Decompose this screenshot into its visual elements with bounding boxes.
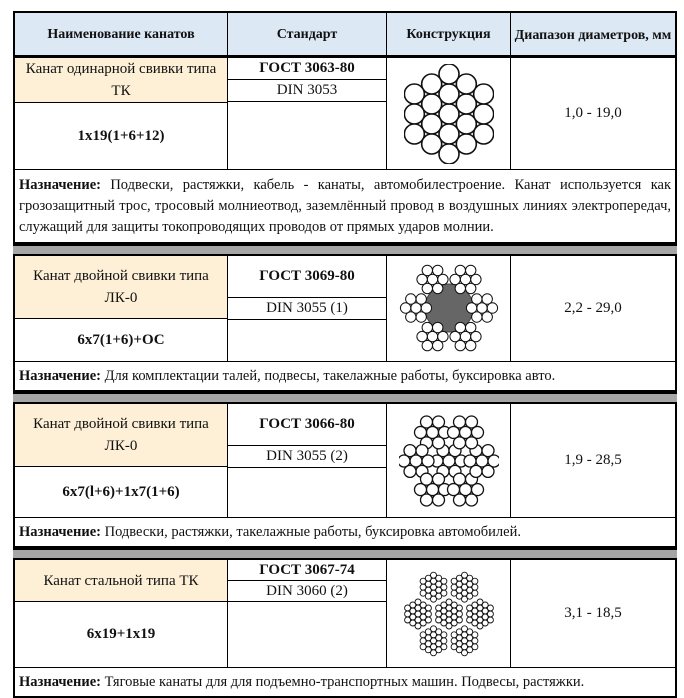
purpose-label: Назначение: xyxy=(19,674,101,690)
rope-name: Канат стальной типа ТК xyxy=(15,560,227,602)
standard-cell xyxy=(228,58,387,169)
wire-circle xyxy=(404,605,410,611)
wire-circle xyxy=(432,493,444,505)
wire-circle xyxy=(420,602,426,608)
wire-circle xyxy=(451,578,457,584)
din-standard: DIN 3055 (2) xyxy=(228,446,386,468)
wire-circle xyxy=(465,416,477,428)
rope-construction: 6x19+1x19 xyxy=(86,626,156,642)
purpose-text: Подвески, растяжки, кабель - канаты, автомобилестроение. Канат используется как грозозащитный трос, тросовый молниеотвод, заземлённый провод в воздушных линиях электропередач, служащий для защиты токопроводящих проводов от прямых ударов молнии. xyxy=(19,177,671,235)
wire-circle xyxy=(425,611,431,617)
gost-standard: ГОСТ 3063-80 xyxy=(228,58,386,80)
diameter-range: 3,1 - 18,5 xyxy=(564,605,622,621)
seven-strand-19-wire-icon xyxy=(399,564,499,664)
wire-circle xyxy=(466,628,472,634)
diameter-range: 2,2 - 29,0 xyxy=(564,300,622,316)
gost-standard: ГОСТ 3069-80 xyxy=(228,256,386,298)
wire-circle xyxy=(455,322,465,332)
rope-name: Канат одинарной свивки типа ТК xyxy=(15,58,227,103)
construction-diagram-cell xyxy=(387,256,511,361)
standard-cell xyxy=(228,256,387,361)
diameter-range: 1,9 - 28,5 xyxy=(564,452,622,468)
wire-circle xyxy=(404,84,424,104)
wire-circle xyxy=(456,611,462,617)
wire-circle xyxy=(420,584,426,590)
wire-circle xyxy=(487,611,493,617)
single-strand-19-wire-icon xyxy=(404,64,494,164)
blank-cell xyxy=(228,320,386,361)
wire-circle xyxy=(420,578,426,584)
rope-table-frame xyxy=(13,256,677,392)
din-standard: DIN 3053 xyxy=(228,80,386,102)
wire-circle xyxy=(466,605,472,611)
row-separator xyxy=(13,392,677,404)
wire-circle xyxy=(420,631,426,637)
din-standard: DIN 3060 (2) xyxy=(228,581,386,602)
wire-circle xyxy=(420,416,432,428)
wire-circle xyxy=(465,322,475,332)
six-strand-organic-core-icon xyxy=(399,261,499,356)
purpose-label: Назначение: xyxy=(19,368,101,384)
rope-name-cell xyxy=(15,58,228,169)
wire-circle xyxy=(465,283,475,293)
rope-construction: 6x7(1+6)+ОС xyxy=(77,331,165,348)
wire-circle xyxy=(456,74,476,94)
wire-circle xyxy=(440,590,446,596)
wire-circle xyxy=(482,312,492,322)
wire-circle xyxy=(405,294,415,304)
wire-circle xyxy=(471,584,477,590)
rope-construction: 1x19(1+6+12) xyxy=(77,127,165,144)
wire-circle xyxy=(471,294,481,304)
purpose-text: Тяговые канаты для для подъемно-транспортных машин. Подвесы, растяжки. xyxy=(104,674,585,690)
rope-row-3 xyxy=(15,404,675,517)
wire-circle xyxy=(465,493,477,505)
gost-standard: ГОСТ 3066-80 xyxy=(228,404,386,446)
wire-circle xyxy=(466,611,472,617)
wire-circle xyxy=(482,465,494,477)
wire-circle xyxy=(432,283,442,293)
wire-circle xyxy=(465,340,475,350)
header-name: Наименование канатов xyxy=(15,13,228,55)
wire-circle xyxy=(440,637,446,643)
rope-table-frame xyxy=(13,404,677,548)
header-range: Диапазон диаметров, мм xyxy=(514,27,672,43)
wire-circle xyxy=(440,643,446,649)
rope-name-cell xyxy=(15,404,228,517)
wire-circle xyxy=(451,631,457,637)
din-standard: DIN 3055 (1) xyxy=(228,298,386,320)
wire-circle xyxy=(451,602,457,608)
wire-circle xyxy=(432,473,444,485)
wire-circle xyxy=(471,643,477,649)
rope-construction: 6x7(l+6)+1x7(1+6) xyxy=(62,483,180,500)
wire-circle xyxy=(435,605,441,611)
wire-circle xyxy=(416,312,426,322)
wire-circle xyxy=(482,602,488,608)
gost-standard: ГОСТ 3067-74 xyxy=(228,560,386,581)
rope-purpose xyxy=(15,361,675,390)
wire-circle xyxy=(471,637,477,643)
standard-cell xyxy=(228,560,387,667)
wire-circle xyxy=(455,265,465,275)
wire-circle xyxy=(482,294,492,304)
wire-circle xyxy=(404,611,410,617)
rope-purpose xyxy=(15,667,675,696)
table-header xyxy=(15,13,675,58)
diameter-range: 1,0 - 19,0 xyxy=(564,105,622,121)
wire-circle xyxy=(453,416,465,428)
wire-circle xyxy=(416,294,426,304)
wire-circle xyxy=(465,436,477,448)
standard-cell xyxy=(228,404,387,517)
rope-name: Канат двойной свивки типа ЛК-0 xyxy=(15,256,227,319)
rope-table-frame xyxy=(13,11,677,244)
rope-row-2 xyxy=(15,256,675,361)
construction-diagram-cell xyxy=(387,58,511,169)
row-separator xyxy=(13,244,677,256)
wire-circle xyxy=(422,322,432,332)
rope-purpose xyxy=(15,169,675,242)
header-standard: Стандарт xyxy=(228,13,387,55)
wire-circle xyxy=(453,473,465,485)
wire-circle xyxy=(487,617,493,623)
purpose-label: Назначение: xyxy=(19,177,101,193)
wire-circle xyxy=(435,628,441,634)
wire-circle xyxy=(465,265,475,275)
rope-name-cell xyxy=(15,560,228,667)
rope-table xyxy=(13,11,677,698)
wire-circle xyxy=(432,340,442,350)
wire-circle xyxy=(451,637,457,643)
wire-circle xyxy=(451,584,457,590)
wire-circle xyxy=(432,265,442,275)
wire-circle xyxy=(432,436,444,448)
purpose-label: Назначение: xyxy=(19,524,101,540)
blank-cell xyxy=(228,468,386,517)
rope-name-cell xyxy=(15,256,228,361)
wire-circle xyxy=(432,416,444,428)
wire-circle xyxy=(422,265,432,275)
wire-circle xyxy=(435,575,441,581)
wire-circle xyxy=(425,617,431,623)
wire-circle xyxy=(404,104,424,124)
wire-circle xyxy=(471,590,477,596)
wire-circle xyxy=(404,444,416,456)
rope-row-1 xyxy=(15,58,675,169)
wire-circle xyxy=(420,637,426,643)
blank-cell xyxy=(228,102,386,169)
construction-diagram-cell xyxy=(387,560,511,667)
wire-circle xyxy=(473,104,493,124)
rope-name: Канат двойной свивки типа ЛК-0 xyxy=(15,404,227,467)
wire-circle xyxy=(466,575,472,581)
row-separator xyxy=(13,548,677,560)
rope-row-4 xyxy=(15,560,675,667)
wire-circle xyxy=(435,611,441,617)
wire-circle xyxy=(482,444,494,456)
purpose-text: Для комплектации талей, подвесы, такелажные работы, буксировка авто. xyxy=(104,368,556,384)
wire-circle xyxy=(420,473,432,485)
wire-circle xyxy=(440,584,446,590)
rope-purpose xyxy=(15,517,675,546)
construction-diagram-cell xyxy=(387,404,511,517)
wire-circle xyxy=(432,322,442,332)
wire-circle xyxy=(456,617,462,623)
purpose-text: Подвески, растяжки, такелажные работы, буксировка автомобилей. xyxy=(104,524,521,540)
wire-circle xyxy=(473,124,493,144)
seven-strand-steel-core-icon xyxy=(399,411,499,511)
rope-table-frame xyxy=(13,560,677,698)
header-construction: Конструкция xyxy=(387,13,511,55)
wire-circle xyxy=(416,444,428,456)
blank-cell xyxy=(228,602,386,667)
